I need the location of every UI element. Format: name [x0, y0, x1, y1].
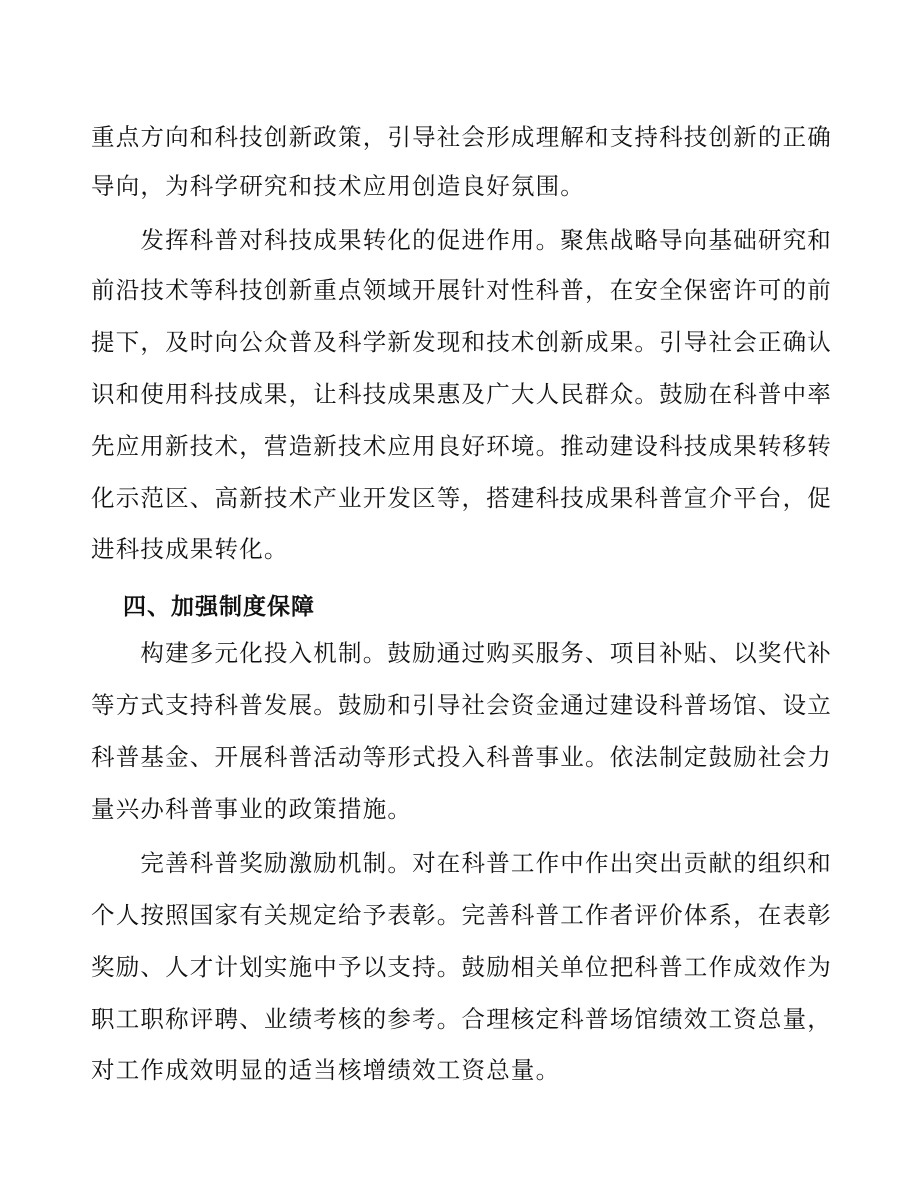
- text-line: 进科技成果转化。: [91, 535, 289, 563]
- text-line: 导向，为科学研究和技术应用创造良好氛围。: [91, 172, 585, 200]
- text-line: 完善科普奖励激励机制。对在科普工作中作出突出贡献的组织和: [91, 849, 832, 877]
- text-line: 等方式支持科普发展。鼓励和引导社会资金通过建设科普场馆、设立: [91, 691, 832, 719]
- text-line: 化示范区、高新技术产业开发区等，搭建科技成果科普宣介平台，促: [91, 484, 832, 512]
- text-line: 前沿技术等科技创新重点领域开展针对性科普，在安全保密许可的前: [91, 276, 832, 304]
- text-line: 识和使用科技成果，让科技成果惠及广大人民群众。鼓励在科普中率: [91, 380, 832, 408]
- text-line: 个人按照国家有关规定给予表彰。完善科普工作者评价体系，在表彰: [91, 901, 832, 929]
- text-line: 职工职称评聘、业绩考核的参考。合理核定科普场馆绩效工资总量，: [91, 1005, 832, 1033]
- section-heading: 四、加强制度保障: [123, 594, 315, 620]
- text-line: 提下，及时向公众普及科学新发现和技术创新成果。引导社会正确认: [91, 328, 832, 356]
- text-line: 构建多元化投入机制。鼓励通过购买服务、项目补贴、以奖代补: [91, 639, 832, 667]
- text-line: 发挥科普对科技成果转化的促进作用。聚焦战略导向基础研究和: [91, 226, 832, 254]
- text-line: 重点方向和科技创新政策，引导社会形成理解和支持科技创新的正确: [91, 123, 832, 151]
- text-line: 先应用新技术，营造新技术应用良好环境。推动建设科技成果转移转: [91, 432, 832, 460]
- text-line: 奖励、人才计划实施中予以支持。鼓励相关单位把科普工作成效作为: [91, 953, 832, 981]
- text-line: 对工作成效明显的适当核增绩效工资总量。: [91, 1056, 561, 1084]
- text-line: 科普基金、开展科普活动等形式投入科普事业。依法制定鼓励社会力: [91, 743, 832, 771]
- text-line: 量兴办科普事业的政策措施。: [91, 795, 413, 823]
